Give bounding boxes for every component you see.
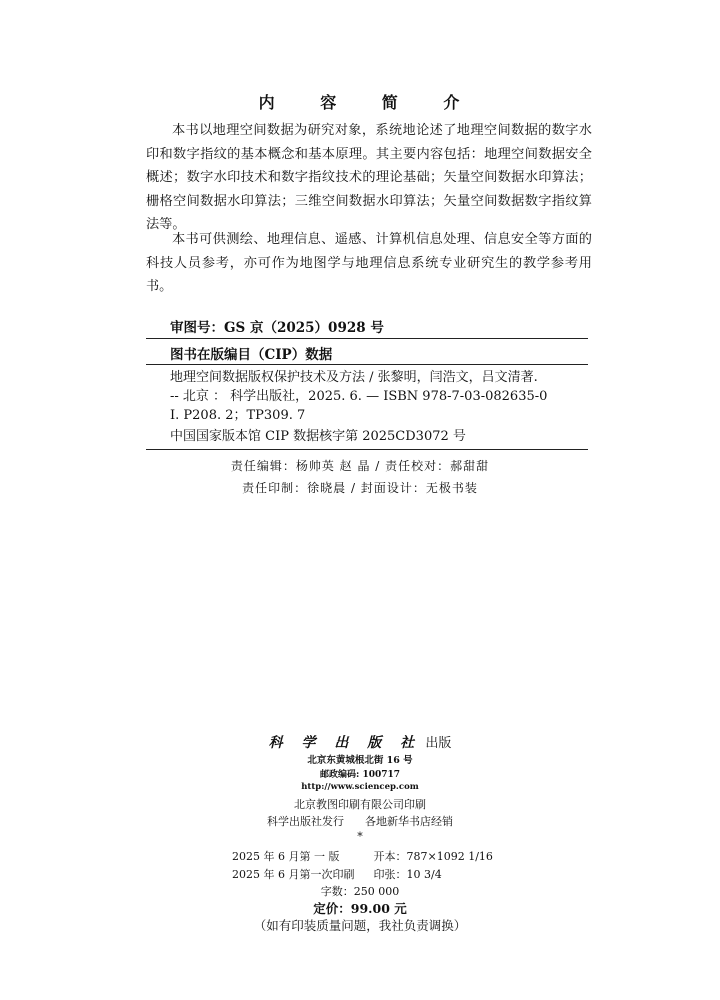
spec-row-2 — [232, 866, 442, 882]
summary-paragraph-2-text: 本书可供测绘、地理信息、遥感、计算机信息处理、信息安全等方面的科技人员参考，亦可作为地图学与地理信息系统专业研究生的教学参考用书。 — [146, 232, 592, 294]
publisher-line — [0, 732, 720, 752]
publisher-address: 北京东黄城根北街 16 号 — [307, 755, 413, 766]
spec-sheets: 印张：10 3/4 — [373, 868, 442, 881]
cip-line-3: Ⅰ. P208. 2；TP309. 7 — [170, 408, 306, 423]
cip-line-1: 地理空间数据版权保护技术及方法 / 张黎明，闫浩文，吕文清著. — [170, 370, 538, 385]
summary-paragraph-1-text: 本书以地理空间数据为研究对象，系统地论述了地理空间数据的数字水印和数字指纹的基本概念和基本原理。其主要内容包括：地理空间数据安全概述；数字水印技术和数字指纹技术的理论基础；矢量空间数据水印算法；栅格空间数据水印算法；三维空间数据水印算法；矢量空间数据数字指纹算法等。 — [146, 123, 592, 232]
summary-title: 内 容 简 介 — [258, 93, 480, 112]
cip-heading: 图书在版编目（CIP）数据 — [170, 347, 333, 363]
cip-heading-rule — [146, 364, 588, 365]
spec-printing: 2025 年 6 月第一次印刷 — [232, 868, 355, 881]
cip-line-4: 中国国家版本馆 CIP 数据核字第 2025CD3072 号 — [170, 429, 466, 444]
publisher-url: http://www.sciencep.com — [301, 782, 419, 792]
credits-line-2: 责任印制：徐晓晨 / 封面设计：无极书装 — [242, 481, 478, 495]
summary-paragraph-1 — [146, 119, 592, 237]
quality-notice: （如有印装质量问题，我社负责调换） — [253, 918, 467, 933]
credits-line-1: 责任编辑：杨帅英 赵 晶 / 责任校对：郝甜甜 — [230, 459, 490, 473]
distribution-publisher: 科学出版社发行 — [267, 815, 344, 828]
cip-top-rule — [146, 338, 588, 339]
map-review-number: 审图号：GS 京（2025）0928 号 — [170, 320, 384, 336]
publisher-postcode: 邮政编码: 100717 — [319, 770, 401, 780]
distribution-line — [0, 813, 720, 829]
price: 定价：99.00 元 — [313, 901, 407, 916]
publisher-action: 出版 — [425, 736, 452, 751]
summary-paragraph-2 — [146, 228, 592, 299]
spec-edition: 2025 年 6 月第 一 版 — [232, 850, 340, 863]
distribution-seller: 各地新华书店经销 — [364, 815, 453, 828]
publisher-name: 科 学 出 版 社 — [268, 735, 422, 751]
spec-row-1 — [232, 848, 493, 864]
cip-line-2: -- 北京 ： 科学出版社，2025. 6. — ISBN 978-7-03-082635-0 — [170, 389, 548, 404]
printer-line: 北京教图印刷有限公司印刷 — [294, 798, 426, 811]
spec-words: 字数：250 000 — [320, 885, 400, 898]
separator-asterisk: * — [357, 830, 363, 843]
spec-format: 开本：787×1092 1/16 — [373, 850, 493, 863]
cip-bottom-rule — [146, 449, 588, 450]
